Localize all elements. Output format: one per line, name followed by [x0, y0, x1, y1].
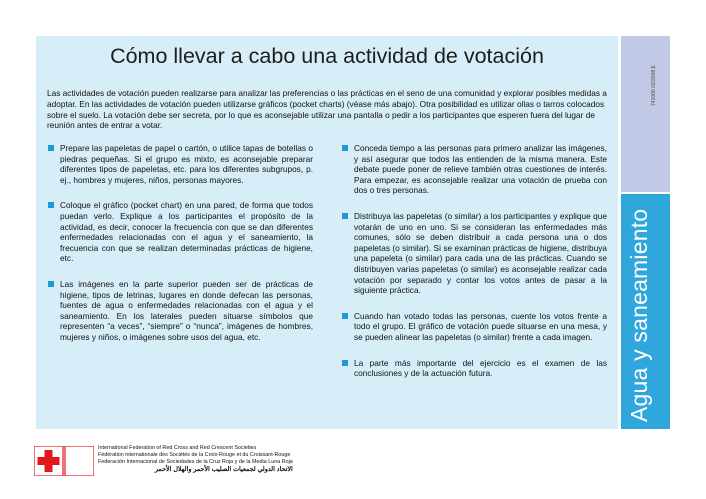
side-tab-section	[621, 194, 670, 429]
bullet-square-icon	[48, 202, 54, 208]
content-panel	[36, 36, 618, 429]
footer-line-french: Fédération internationale des Sociétés de la Croix-Rouge et du Croissant-Rouge	[98, 452, 291, 459]
left-column	[48, 143, 313, 358]
bullet-square-icon	[48, 281, 54, 287]
list-item	[48, 143, 313, 185]
section-title: Agua y saneamiento	[626, 208, 652, 422]
footer-line-english: International Federation of Red Cross and Red Crescent Societies	[98, 445, 257, 451]
right-column	[342, 143, 607, 394]
list-item-text: Las imágenes en la parte superior pueden ser de prácticas de higiene, tipos de letrinas, lugares en donde defecan las personas, fuentes de agua o enfermedades relacionadas con el agua y el saneamiento. En los laterales pueden situarse símbolos que representen “a veces”, “siempre” o “nunca”, imágenes de hombres, mujeres y niños, o imágenes sobre usos del agua, etc.	[60, 278, 313, 342]
bullet-square-icon	[48, 145, 54, 151]
list-item	[342, 311, 607, 343]
list-item-text: Prepare las papeletas de papel o cartón, o utilice tapas de botellas o piedras pequeñas. Si el grupo es mixto, es aconsejable preparar diferentes tipos de papeletas, etc. para los diferentes subgrupos, p. ej., hombres y mujeres, niños, personas mayores.	[60, 143, 313, 185]
footer-organization-names	[98, 445, 293, 473]
list-item-text: Distribuya las papeletas (o similar) a los participantes y explique que votarán de uno en uno. Si se consideran las enfermedades más comunes, sólo se deben distribuir a cada persona una o dos papeletas (o similar). Si se examinan prácticas de higiene, distribuya una papeleta (o similar) para cada una de las prácticas. Cuando se distribuyen varias papeletas (o similar) es aconsejable realizar cada votación por separado y contar los votos antes de pasar a la siguiente práctica.	[354, 210, 607, 296]
intro-paragraph: Las actividades de votación pueden realizarse para analizar las preferencias o las prácticas en el seno de una comunidad y explorar posibles medidas a adoptar. En las actividades de votación pueden utilizarse gráficos (pocket charts) (véase más abajo). Otra posibilidad es utilizar ollas o tarros colocados sobre el suelo. La votación debe ser secreta, por lo que es aconsejable utilizar una pantalla o pedir a los participantes que esperen fuera del lugar de reunión antes de entrar a votar.	[47, 88, 607, 131]
list-item	[342, 143, 607, 196]
footer-line-arabic: الاتحاد الدولي لجمعيات الصليب الأحمر والهلال الأحمر	[154, 466, 293, 474]
side-tab-top	[621, 36, 670, 192]
document-code: 741000 02/2008 E	[651, 65, 657, 106]
bullet-square-icon	[342, 145, 348, 151]
list-item-text: Coloque el gráfico (pocket chart) en una pared, de forma que todos puedan verlo. Explique a los participantes el propósito de la actividad, es decir, conocer la frecuencia con que se dan diferentes enfermedades relacionadas con el agua y el saneamiento, la frecuencia con que se realizan determinadas prácticas de higiene, etc.	[60, 200, 313, 264]
side-tab	[621, 36, 670, 429]
page-title: Cómo llevar a cabo una actividad de votación	[110, 44, 544, 68]
bullet-square-icon	[342, 213, 348, 219]
footer-line-spanish: Federación Internacional de Sociedades de la Cruz Roja y de la Media Luna Roja	[98, 459, 293, 466]
bullet-square-icon	[342, 313, 348, 319]
red-cross-red-crescent-logo	[34, 446, 94, 476]
list-item	[48, 279, 313, 343]
list-item	[48, 200, 313, 264]
list-item	[342, 358, 607, 379]
list-item	[342, 211, 607, 296]
list-item-text: Conceda tiempo a las personas para primero analizar las imágenes, y así asegurar que todos las entienden de la misma manera. Este debate puede poner de relieve también otras cuestiones de interés. Para empezar, es aconsejable realizar una votación de prueba con dos o tres personas.	[354, 143, 607, 196]
list-item-text: La parte más importante del ejercicio es el examen de las conclusiones y de la actuación futura.	[354, 357, 607, 379]
bullet-square-icon	[342, 360, 348, 366]
list-item-text: Cuando han votado todas las personas, cuente los votos frente a todo el grupo. El gráfico de votación puede situarse en una mesa, y se pueden alinear las papeletas (o similar) frente a cada imagen.	[354, 310, 607, 342]
